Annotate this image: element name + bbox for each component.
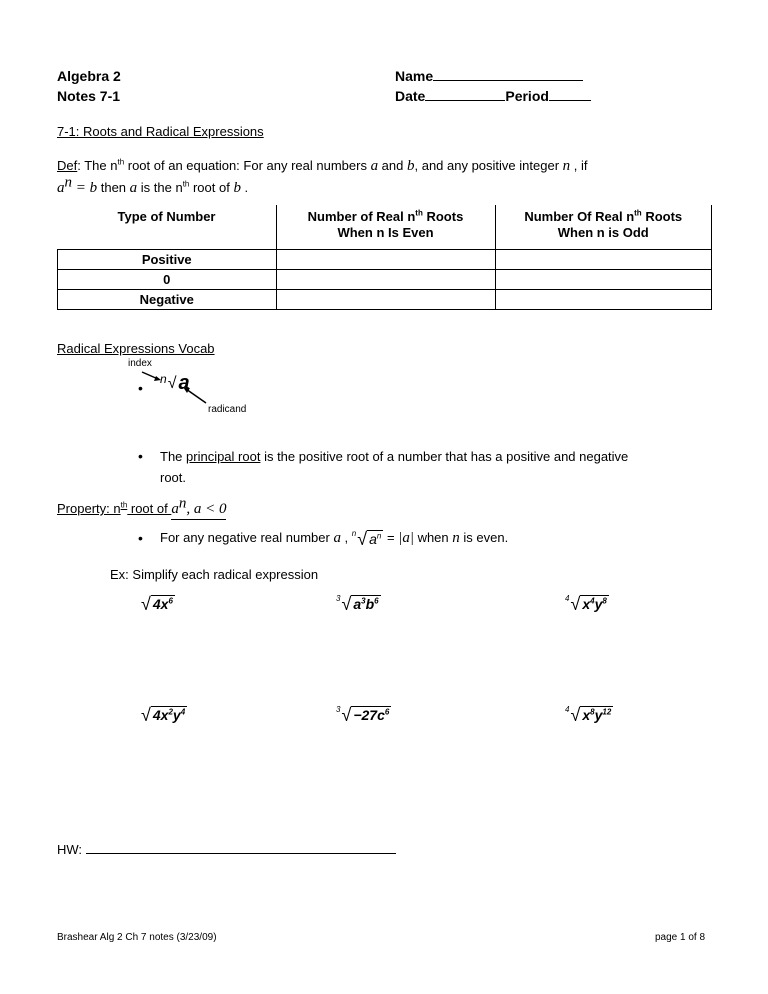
answer-cell[interactable]	[495, 250, 712, 270]
t: root of an equation: For any real numbers	[124, 158, 371, 173]
t: b	[365, 596, 375, 612]
date-period-field	[395, 88, 591, 105]
section-title: 7-1: Roots and Radical Expressions	[57, 124, 264, 139]
t: Number Of Real n	[524, 209, 635, 224]
bullet: •	[138, 530, 143, 546]
t: =	[383, 530, 399, 545]
answer-cell[interactable]	[276, 250, 495, 270]
t: b	[233, 180, 241, 196]
answer-cell[interactable]	[276, 270, 495, 290]
radical-sign-icon: √	[141, 705, 151, 725]
t: n	[178, 495, 187, 512]
t: a	[57, 180, 65, 196]
radical-index: 4	[565, 705, 570, 714]
property-heading	[57, 495, 227, 518]
radical-sign-icon: √	[570, 594, 581, 614]
t: For any negative real number	[160, 530, 334, 545]
radical-sign-icon: √	[570, 705, 581, 725]
t: 4x	[152, 596, 169, 612]
t: n	[562, 158, 571, 174]
t: 6	[374, 596, 379, 606]
t: 2	[168, 707, 173, 717]
homework-line	[57, 841, 396, 858]
t: 8	[602, 596, 607, 606]
radical-index: 4	[565, 594, 570, 603]
radical-index: 3	[336, 705, 341, 714]
t: Number of Real n	[307, 209, 416, 224]
t: , if	[570, 158, 588, 173]
notes-label: Notes 7-1	[57, 88, 121, 104]
t: b	[406, 158, 415, 174]
t: n	[452, 530, 460, 546]
property-statement	[160, 527, 508, 549]
t: When n Is Even	[337, 225, 434, 240]
example-radical	[336, 703, 391, 725]
radical-sign-icon: √	[357, 529, 368, 549]
principal-root-line2: root.	[160, 470, 187, 485]
radicand	[351, 706, 391, 724]
footer-page-number: page 1 of 8	[655, 932, 706, 943]
t: th	[182, 179, 190, 189]
answer-cell[interactable]	[276, 290, 495, 310]
radical-sign-icon: √	[167, 375, 177, 392]
example-radical	[565, 703, 613, 725]
t: principal root	[186, 449, 261, 464]
t: th	[117, 157, 125, 167]
t: is the positive root of a number that has a positive and negative	[260, 449, 629, 464]
def-label: Def	[57, 158, 78, 173]
definition-line-1	[57, 157, 587, 175]
vocab-title: Radical Expressions Vocab	[57, 341, 215, 356]
t: : The n	[77, 158, 118, 173]
t: th	[634, 208, 642, 218]
t: n	[351, 529, 357, 538]
t: a	[369, 531, 377, 547]
hw-blank[interactable]	[86, 853, 396, 854]
t: 3	[361, 596, 366, 606]
header-even	[276, 205, 495, 250]
radical-example	[160, 372, 192, 394]
t: then	[97, 180, 130, 195]
t: .	[240, 180, 249, 195]
definition-line-2	[57, 174, 249, 197]
t: n	[64, 174, 72, 191]
t: The	[160, 449, 187, 464]
bullet: •	[138, 380, 143, 396]
t: is even.	[459, 530, 509, 545]
t: and	[378, 158, 407, 173]
t: a	[353, 596, 362, 612]
name-label: Name	[395, 68, 434, 84]
index: n	[160, 372, 167, 386]
example-radical	[140, 592, 175, 614]
row-label: 0	[58, 270, 277, 290]
t: 12	[602, 707, 612, 717]
example-radical	[140, 703, 187, 725]
t: 4	[180, 707, 186, 717]
t: 4x	[152, 707, 169, 723]
t: th	[120, 500, 128, 510]
t: When n is Odd	[557, 225, 649, 240]
radicand	[580, 706, 613, 724]
header-type: Type of Number	[58, 205, 277, 250]
examples-title: Ex: Simplify each radical expression	[110, 567, 319, 582]
t: a	[171, 501, 179, 517]
t: 8	[590, 707, 595, 717]
date-label: Date	[395, 88, 426, 104]
t: a	[333, 530, 341, 546]
t: th	[415, 208, 423, 218]
t: , a < 0	[186, 501, 227, 517]
t: = b	[72, 180, 98, 196]
name-field	[395, 68, 583, 85]
t: Roots	[641, 209, 683, 224]
radicand	[151, 706, 187, 724]
row-label: Positive	[58, 250, 277, 270]
radical-sign-icon: √	[341, 705, 352, 725]
roots-table	[57, 205, 712, 310]
t: 6	[384, 707, 390, 717]
t: , and any positive integer	[414, 158, 563, 173]
t: is the n	[137, 180, 183, 195]
t: root of	[189, 180, 234, 195]
t: Roots	[422, 209, 464, 224]
radicand-label: radicand	[208, 404, 247, 415]
t: x	[582, 707, 591, 723]
radicand	[151, 595, 175, 613]
course-title: Algebra 2	[57, 68, 121, 84]
example-radical	[565, 592, 609, 614]
t: when	[413, 530, 453, 545]
t: x	[582, 596, 591, 612]
radicand	[580, 595, 609, 613]
t: ,	[340, 530, 352, 545]
table-row	[58, 290, 712, 310]
t: n	[376, 531, 382, 541]
t: 6	[168, 596, 173, 606]
table-row	[58, 270, 712, 290]
t: Property: n	[57, 501, 121, 516]
footer-left: Brashear Alg 2 Ch 7 notes (3/23/09)	[57, 932, 217, 943]
table-row	[58, 250, 712, 270]
answer-cell[interactable]	[495, 270, 712, 290]
hw-label: HW:	[57, 842, 83, 857]
principal-root-text	[160, 448, 628, 465]
t: a	[370, 158, 379, 174]
t: −27c	[353, 707, 385, 723]
row-label: Negative	[58, 290, 277, 310]
t: |a|	[398, 530, 414, 546]
t: 4	[590, 596, 595, 606]
answer-cell[interactable]	[495, 290, 712, 310]
radicand	[351, 595, 380, 613]
index-label: index	[128, 358, 152, 369]
radical-sign-icon: √	[141, 594, 151, 614]
header-odd	[495, 205, 712, 250]
t: y	[172, 707, 181, 723]
radical-sign-icon: √	[341, 594, 352, 614]
period-label: Period	[505, 88, 549, 104]
example-radical	[336, 592, 381, 614]
t: a	[129, 180, 138, 196]
t: y	[594, 707, 603, 723]
t: y	[594, 596, 603, 612]
bullet: •	[138, 448, 143, 464]
radical-index: 3	[336, 594, 341, 603]
radicand: a	[178, 372, 190, 394]
t: root of	[127, 501, 172, 516]
